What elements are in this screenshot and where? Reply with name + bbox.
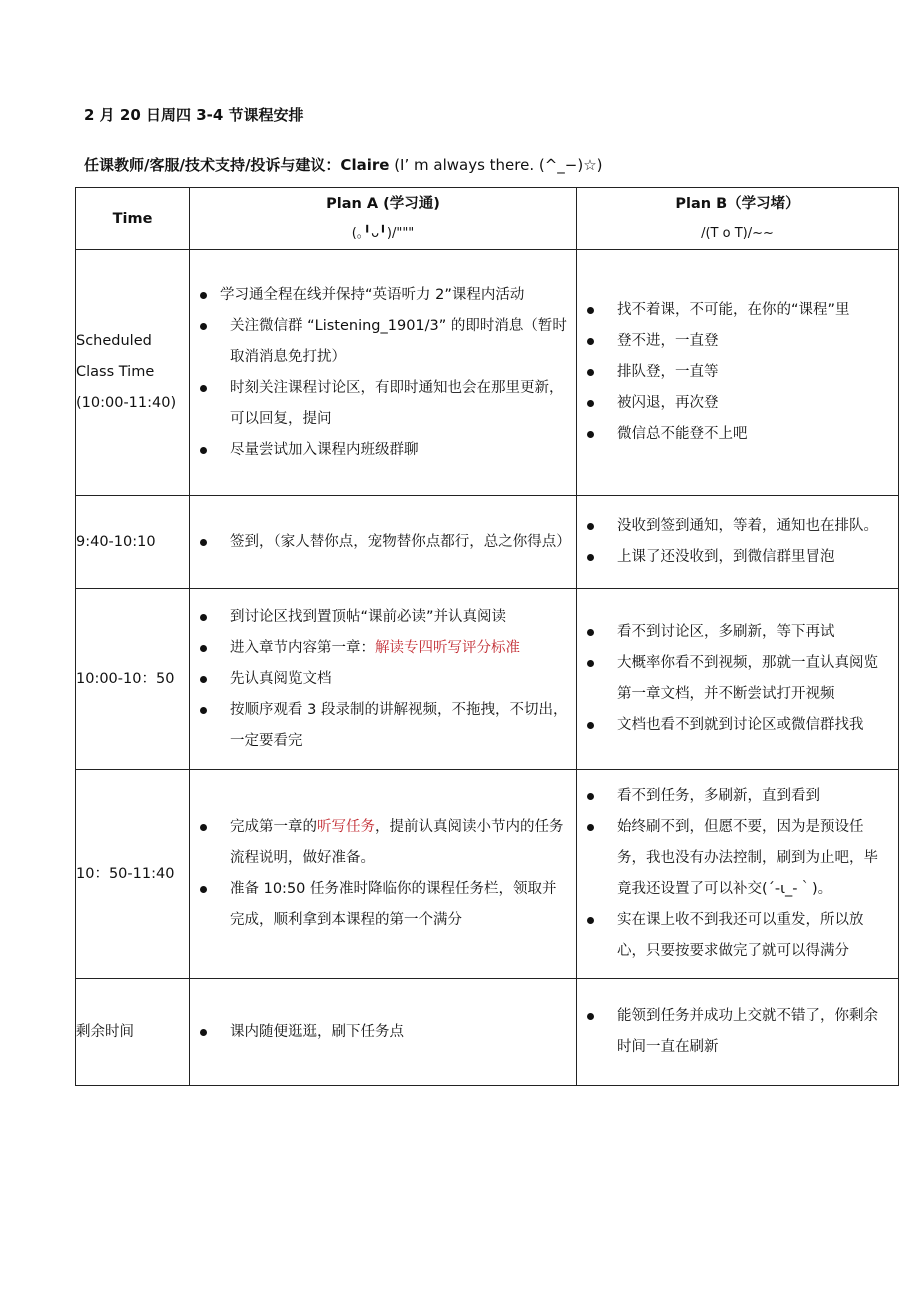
header-plan-a-label: Plan A (学习通) bbox=[326, 195, 440, 212]
list-item bbox=[198, 633, 570, 664]
highlight-text: 解读专四听写评分标准 bbox=[375, 639, 520, 656]
subtitle-label: 任课教师/客服/技术支持/投诉与建议：Claire bbox=[84, 156, 390, 174]
table-row bbox=[76, 250, 899, 496]
list-item bbox=[198, 812, 570, 874]
time-cell: 10:00-10：50 bbox=[76, 589, 190, 770]
plan-b-cell bbox=[577, 496, 899, 589]
highlight-text: 听写任务 bbox=[317, 819, 375, 835]
time-line: Scheduled bbox=[76, 333, 152, 349]
header-plan-a bbox=[190, 188, 577, 250]
header-time: Time bbox=[76, 188, 190, 250]
list-item: 按顺序观看 3 段录制的讲解视频，不拖拽，不切出，一定要看完 bbox=[198, 695, 570, 757]
list-item: 找不着课，不可能，在你的“课程”里 bbox=[585, 295, 892, 326]
plan-a-cell bbox=[190, 589, 577, 770]
document-title: 2 月 20 日周四 3-4 节课程安排 bbox=[84, 106, 304, 124]
list-item: 看不到讨论区，多刷新，等下再试 bbox=[585, 617, 892, 648]
time-cell: 10：50-11:40 bbox=[76, 770, 190, 979]
table-row bbox=[76, 496, 899, 589]
plan-b-cell bbox=[577, 979, 899, 1086]
list-item: 先认真阅览文档 bbox=[198, 664, 570, 695]
list-item: 签到，（家人替你点，宠物替你点都行，总之你得点） bbox=[198, 527, 570, 558]
schedule-table bbox=[75, 187, 899, 1086]
list-item: 被闪退，再次登 bbox=[585, 388, 892, 419]
time-line: Class Time bbox=[76, 364, 155, 380]
table-row bbox=[76, 979, 899, 1086]
header-row bbox=[76, 188, 899, 250]
table-row bbox=[76, 589, 899, 770]
plan-b-cell bbox=[577, 770, 899, 979]
list-item: 关注微信群 “Listening_1901/3” 的即时消息（暂时取消消息免打扰） bbox=[198, 311, 570, 373]
list-item: 大概率你看不到视频，那就一直认真阅览第一章文档，并不断尝试打开视频 bbox=[585, 648, 892, 710]
plan-a-cell bbox=[190, 770, 577, 979]
subtitle-tail: (I’ m always there. (^_−)☆) bbox=[389, 156, 603, 174]
list-item: 上课了还没收到，到微信群里冒泡 bbox=[585, 542, 892, 573]
list-item: 始终刷不到，但愿不要，因为是预设任务，我也没有办法控制，刷到为止吧，毕竟我还设置了可以补交(´-ι_-｀)。 bbox=[585, 812, 892, 905]
time-cell bbox=[76, 250, 190, 496]
list-item: 课内随便逛逛，刷下任务点 bbox=[198, 1017, 570, 1048]
header-plan-b-kaomoji: /(T o T)/~~ bbox=[701, 225, 774, 241]
list-item: 尽量尝试加入课程内班级群聊 bbox=[198, 435, 570, 466]
list-item: 实在课上收不到我还可以重发，所以放心，只要按要求做完了就可以得满分 bbox=[585, 905, 892, 967]
header-plan-b bbox=[577, 188, 899, 250]
item-text: ，提前认真阅读小节内的任务流程说明，做好准备。 bbox=[230, 819, 564, 866]
time-line: (10:00-11:40) bbox=[76, 395, 177, 411]
plan-b-cell bbox=[577, 250, 899, 496]
list-item: 准备 10:50 任务准时降临你的课程任务栏，领取并完成，顺利拿到本课程的第一个满分 bbox=[198, 874, 570, 936]
document-subtitle bbox=[84, 154, 603, 175]
table-row bbox=[76, 770, 899, 979]
plan-b-cell bbox=[577, 589, 899, 770]
list-item: 没收到签到通知，等着，通知也在排队。 bbox=[585, 511, 892, 542]
header-plan-a-kaomoji: (｡╹ᴗ╹)/""" bbox=[351, 225, 415, 241]
list-item: 到讨论区找到置顶帖“课前必读”并认真阅读 bbox=[198, 602, 570, 633]
list-item: 能领到任务并成功上交就不错了，你剩余时间一直在刷新 bbox=[585, 1001, 892, 1063]
list-item: 排队登，一直等 bbox=[585, 357, 892, 388]
time-cell: 9:40-10:10 bbox=[76, 496, 190, 589]
header-plan-b-label: Plan B（学习堵） bbox=[675, 195, 800, 212]
list-item: 时刻关注课程讨论区，有即时通知也会在那里更新，可以回复，提问 bbox=[198, 373, 570, 435]
list-item: 登不进，一直登 bbox=[585, 326, 892, 357]
time-cell: 剩余时间 bbox=[76, 979, 190, 1086]
plan-a-cell bbox=[190, 250, 577, 496]
list-item: 看不到任务，多刷新，直到看到 bbox=[585, 781, 892, 812]
item-text: 进入章节内容第一章： bbox=[230, 639, 375, 656]
plan-a-cell bbox=[190, 979, 577, 1086]
list-item: 微信总不能登不上吧 bbox=[585, 419, 892, 450]
list-item: 学习通全程在线并保持“英语听力 2”课程内活动 bbox=[198, 280, 570, 311]
item-text: 完成第一章的 bbox=[230, 819, 317, 835]
list-item: 文档也看不到就到讨论区或微信群找我 bbox=[585, 710, 892, 741]
plan-a-cell bbox=[190, 496, 577, 589]
